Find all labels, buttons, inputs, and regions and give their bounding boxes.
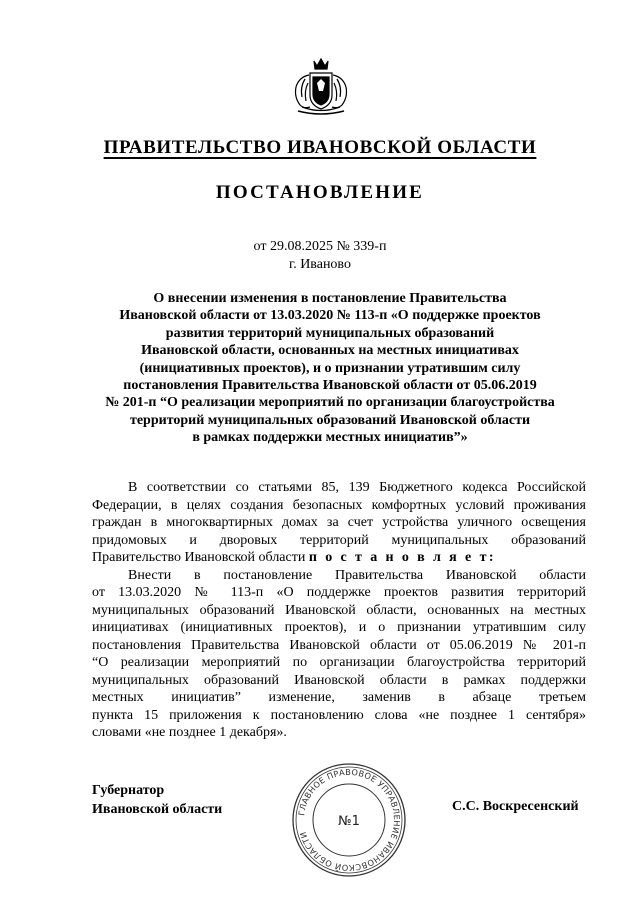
body-line: граждан в многоквартирных домах за счет устройства уличного освещения bbox=[92, 515, 586, 530]
subject-line: Ивановской области, основанных на местных инициативах bbox=[141, 343, 519, 359]
subject-line: в рамках поддержки местных инициатив”» bbox=[192, 430, 468, 446]
body-line: Внести в постановление Правительства Ивановской области bbox=[128, 567, 586, 583]
body-line: местных инициатив” изменение, заменив в абзаце третьем bbox=[92, 690, 586, 705]
subject-line: развития территорий муниципальных образований bbox=[165, 325, 495, 341]
signatory-name: С.С. Воскресенский bbox=[452, 799, 579, 814]
body-line: инициативах (инициативных проектов), и о признании утратившим силу bbox=[92, 620, 586, 635]
body-line-text: Правительство Ивановской области bbox=[92, 550, 306, 565]
body-line: от 13.03.2020 № 113-п «О поддержке проектов развития территорий bbox=[92, 585, 586, 600]
body-line: пункта 15 приложения к постановлению слова «не позднее 1 сентября» bbox=[92, 707, 586, 723]
coat-of-arms-icon bbox=[290, 57, 352, 117]
official-stamp bbox=[290, 761, 408, 879]
signatory-position bbox=[92, 781, 222, 819]
document-subject bbox=[92, 290, 568, 447]
subject-line: Ивановской области от 13.03.2020 № 113-п «О поддержке проектов bbox=[119, 308, 541, 324]
position-line: Ивановской области bbox=[92, 802, 223, 817]
body-line bbox=[92, 549, 586, 567]
subject-line: О внесении изменения в постановление Правительства bbox=[153, 291, 507, 306]
document-type: ПОСТАНОВЛЕНИЕ bbox=[215, 182, 425, 203]
body-line: словами «не позднее 1 декабря». bbox=[92, 725, 287, 740]
stamp-ring-path: ГЛАВНОЕ ПРАВОВОЕ УПРАВЛЕНИЕ ИВАНОВСКОЙ ОБЛАСТИ bbox=[296, 766, 403, 874]
city: г. Иваново bbox=[289, 257, 351, 272]
stamp-number: №1 bbox=[338, 814, 360, 829]
government-title: ПРАВИТЕЛЬСТВО ИВАНОВСКОЙ ОБЛАСТИ bbox=[103, 137, 537, 158]
subject-line: территорий муниципальных образований Ивановской области bbox=[129, 412, 531, 428]
position-line: Губернатор bbox=[92, 783, 165, 798]
body-line: Федерации, в целях создания безопасных комфортных условий проживания bbox=[92, 497, 586, 513]
subject-line: постановления Правительства Ивановской области от 05.06.2019 bbox=[123, 378, 537, 394]
resolves-word: п о с т а н о в л я е т: bbox=[308, 550, 496, 565]
body-line: муниципальных образований Ивановской области в рамках поддержки bbox=[92, 672, 586, 688]
body-line: муниципальных образований Ивановской области, основанных на местных bbox=[92, 602, 586, 618]
body-line: В соответствии со статьями 85, 139 Бюджетного кодекса Российской bbox=[128, 480, 586, 495]
subject-line: (инициативных проектов), и о признании утратившим силу bbox=[139, 360, 521, 376]
document-body bbox=[92, 479, 586, 742]
subject-line: № 201-п “О реализации мероприятий по организации благоустройства bbox=[105, 395, 555, 411]
body-line: постановления Правительства Ивановской области от 05.06.2019 № 201-п bbox=[92, 637, 586, 653]
body-line: “О реализации мероприятий по организации благоустройства территорий bbox=[92, 655, 586, 670]
body-line: придомовых и дворовых территорий муниципальных образований bbox=[92, 532, 586, 548]
date-number: от 29.08.2025 № 339-п bbox=[253, 239, 387, 254]
